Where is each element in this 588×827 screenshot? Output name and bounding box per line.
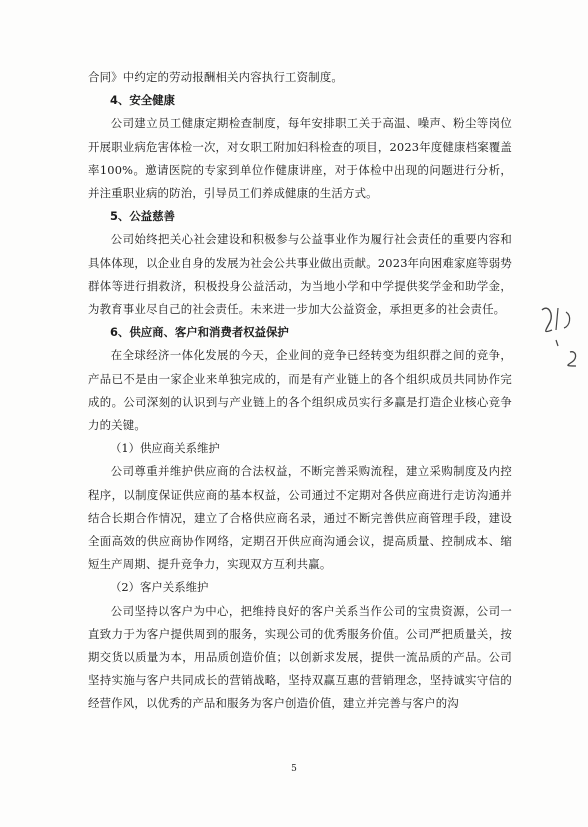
paragraph-supply-chain: 在全球经济一体化发展的今天，企业间的竞争已经转变为组织群之间的竞争，产品已不是由一家企业来单独完成的，而是有产业链上的各个组织成员共同协作完成的。公司深刻的认识到与产业链上的各个组织成员实行多赢是打造企业核心竞争力的关键。 <box>88 348 512 433</box>
section-heading-safety-health: 4、安全健康 <box>110 93 175 108</box>
section-heading-charity: 5、公益慈善 <box>110 209 175 224</box>
paragraph-supplier-relations: 公司尊重并维护供应商的合法权益，不断完善采购流程，建立采购制度及内控程序，以制度保证供应商的基本权益，公司通过不定期对各供应商进行走访沟通并结合长期合作情况，建立了合格供应商名录，通过不断完善供应商管理手段，建设全面高效的供应商协作网络，定期召开供应商沟通会议，提高质量、控制成本、缩短生产周期、提升竞争力，实现双方互利共赢。 <box>88 464 512 572</box>
paragraph-charity: 公司始终把关心社会建设和积极参与公益事业作为履行社会责任的重要内容和具体体现，以企业自身的发展为社会公共事业做出贡献。2023年向困难家庭等弱势群体等进行捐救济，积极投身公益活动，为当地小学和中学提供奖学金和助学金，为教育事业尽自己的社会责任。未来进一步加大公益资金，承担更多的社会责任。 <box>88 232 512 317</box>
paragraph-safety-health: 公司建立员工健康定期检查制度，每年安排职工关于高温、噪声、粉尘等岗位开展职业病危害体检一次，对女职工附加妇科检查的项目，2023年度健康档案覆盖率100%。邀请医院的专家到单位作健康讲座，对于体检中出现的问题进行分析，并注重职业病的防治，引导员工们养成健康的生活方式。 <box>88 116 512 201</box>
page-content <box>88 66 512 716</box>
page-number: 5 <box>291 764 297 774</box>
subheading-customer-relations: （2）客户关系维护 <box>110 580 209 595</box>
subheading-supplier-relations: （1）供应商关系维护 <box>110 441 220 456</box>
paragraph-customer-relations: 公司坚持以客户为中心，把维持良好的客户关系当作公司的宝贵资源，公司一直致力于为客户提供周到的服务，实现公司的优秀服务价值。公司严把质量关，按期交货以质量为本，用品质创造价值；以创新求发展，提供一流品质的产品。公司坚持实施与客户共同成长的营销战略，坚持双赢互惠的营销理念，坚持诚实守信的经营作风，以优秀的产品和服务为客户创造价值，建立并完善与客户的沟 <box>88 603 512 711</box>
section-heading-stakeholder-protection: 6、供应商、客户和消费者权益保护 <box>110 325 289 340</box>
paragraph-continuation: 合同》中约定的劳动报酬相关内容执行工资制度。 <box>88 70 343 84</box>
margin-handwriting-mark <box>536 300 584 370</box>
